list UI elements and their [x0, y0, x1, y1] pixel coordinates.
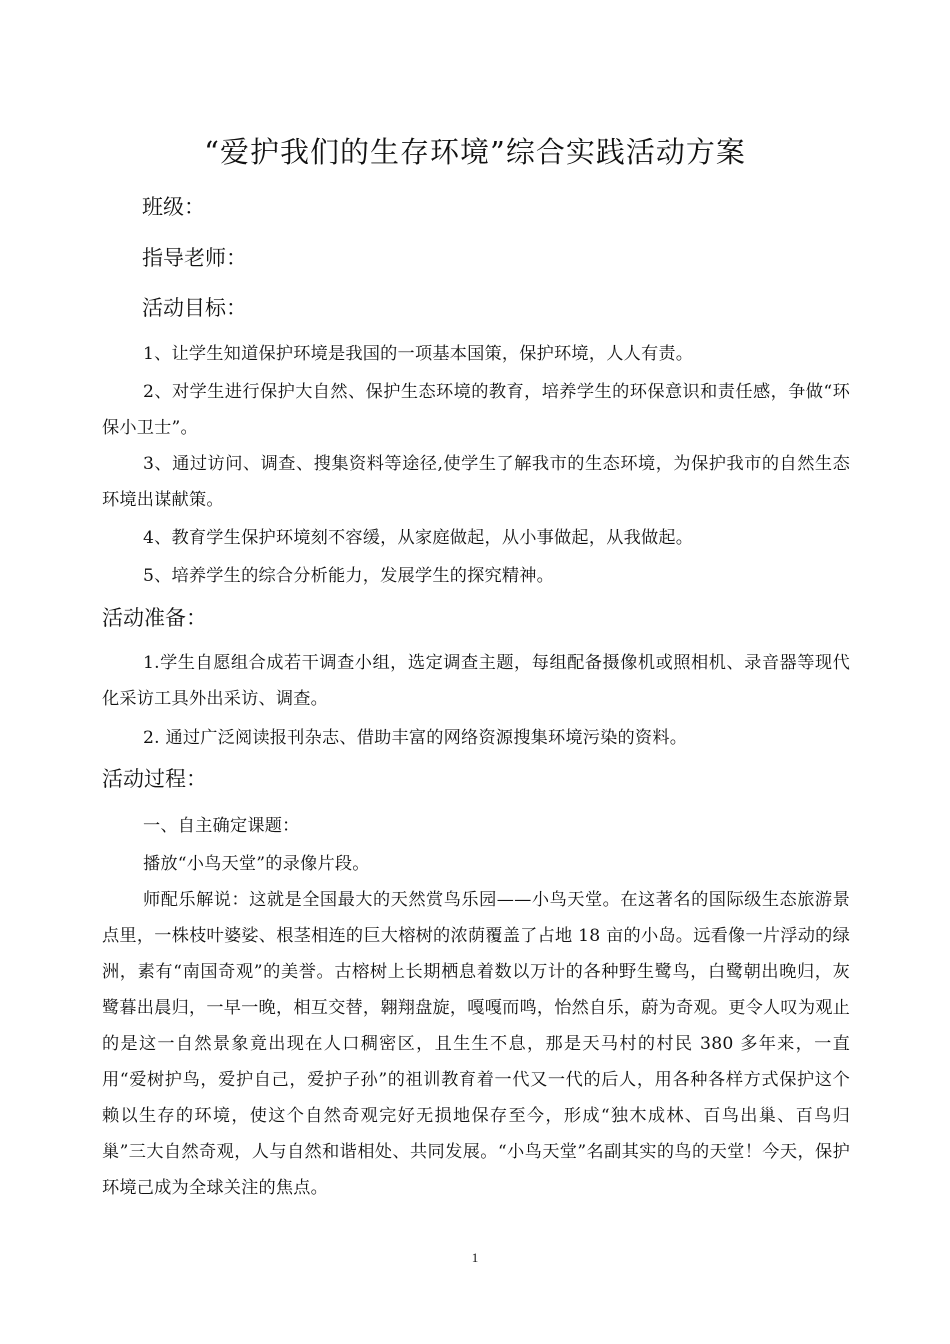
- prep-item: 2. 通过广泛阅读报刊杂志、借助丰富的网络资源搜集环境污染的资料。: [143, 728, 688, 748]
- goal-item: 1、让学生知道保护环境是我国的一项基本国策，保护环境，人人有责。: [143, 344, 694, 364]
- page-number: 1: [471, 1250, 479, 1265]
- process-heading: 活动过程：: [102, 767, 207, 791]
- teacher-label: 指导老师：: [142, 246, 247, 270]
- goals-heading: 活动目标：: [142, 296, 247, 320]
- goal-item: 2、对学生进行保护大自然、保护生态环境的教育，培养学生的环保意识和责任感，争做“环保小卫士”。: [102, 382, 850, 438]
- goal-item: 4、教育学生保护环境刻不容缓，从家庭做起，从小事做起，从我做起。: [143, 528, 694, 548]
- prep-item: 1.学生自愿组合成若干调查小组，选定调查主题，每组配备摄像机或照相机、录音器等现代化采访工具外出采访、调查。: [102, 653, 850, 709]
- document-title: “爱护我们的生存环境”综合实践活动方案: [204, 135, 746, 169]
- goal-item: 3、通过访问、调查、搜集资料等途径,使学生了解我市的生态环境，为保护我市的自然生态环境出谋献策。: [102, 454, 850, 510]
- process-step-title: 一、自主确定课题：: [143, 816, 300, 836]
- class-label: 班级：: [142, 195, 205, 219]
- process-paragraph: 师配乐解说：这就是全国最大的天然赏鸟乐园——小鸟天堂。在这著名的国际级生态旅游景点里，一株枝叶婆娑、根茎相连的巨大榕树的浓荫覆盖了占地 18 亩的小岛。远看像一片浮动的绿洲，素有“南国奇观”的美誉。古榕树上长期栖息着数以万计的各种野生鹭鸟，白鹭朝出晚归，灰鹭暮出晨归，一早一晚，相互交替，翱翔盘旋，嘎嘎而鸣，怡然自乐，蔚为奇观。更令人叹为观止的是这一自然景象竟出现在人口稠密区，且生生不息，那是天马村的村民 380 多年来，一直用“爱树护鸟，爱护自己，爱护子孙”的祖训教育着一代又一代的后人，用各种各样方式保护这个赖以生存的环境，使这个自然奇观完好无损地保存至今，形成“独木成林、百鸟出巢、百鸟归巢”三大自然奇观，人与自然和谐相处、共同发展。“小鸟天堂”名副其实的鸟的天堂！今天，保护环境己成为全球关注的焦点。: [102, 890, 850, 1198]
- process-paragraph: 播放“小鸟天堂”的录像片段。: [143, 854, 370, 874]
- prep-heading: 活动准备：: [102, 606, 207, 630]
- goal-item: 5、培养学生的综合分析能力，发展学生的探究精神。: [143, 566, 555, 586]
